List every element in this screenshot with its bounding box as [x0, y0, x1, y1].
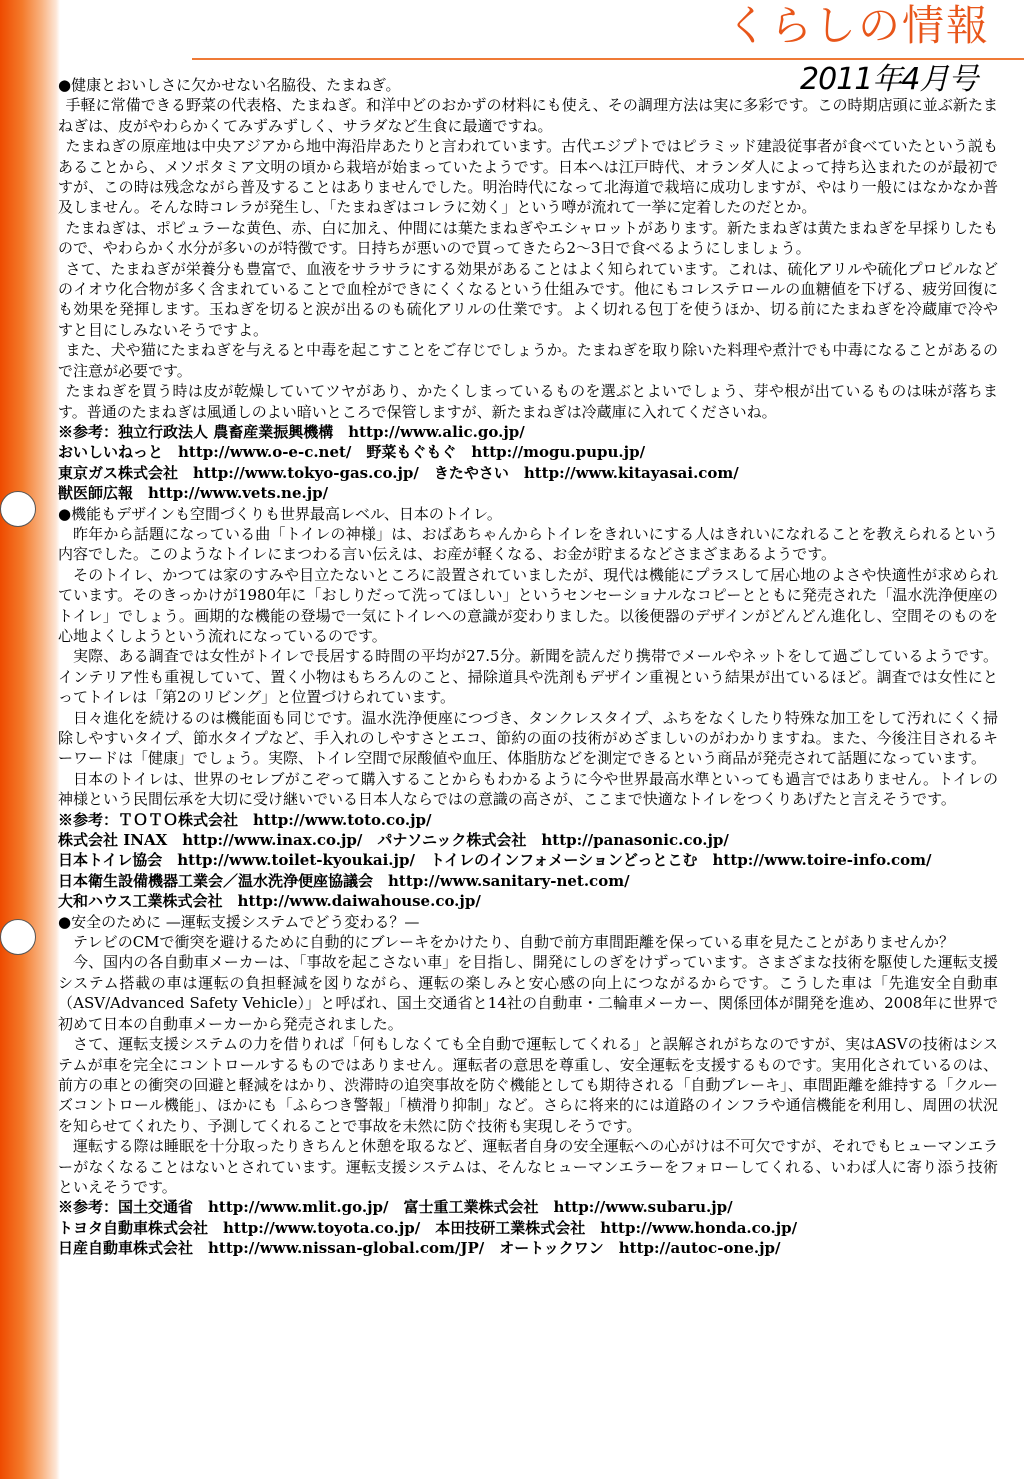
paragraph: たまねぎは、ポピュラーな黄色、赤、白に加え、仲間には葉たまねぎやエシャロットがあります。新たまねぎは黄たまねぎを早採りしたもので、やわらかく水分が多いのが特徴です。日持ちが悪いので買ってきたら2〜3日で食べるようにしましょう。: [58, 218, 998, 258]
section-heading-toilet: ●機能もデザインも空間づくりも世界最高レベル、日本のトイレ。: [58, 504, 502, 523]
page-title: くらしの情報: [725, 1, 990, 50]
reference-line: 株式会社 INAX http://www.inax.co.jp/ パナソニック株式会社 http://panasonic.co.jp/: [58, 831, 729, 850]
binder-hole-top: [0, 491, 36, 527]
paragraph: テレビのCMで衝突を避けるために自動的にブレーキをかけたり、自動で前方車間距離を保っている車を見たことがありませんか？: [73, 933, 954, 952]
paragraph: 日本のトイレは、世界のセレブがこぞって購入することからもわかるように今や世界最高水準といっても過言ではありません。トイレの神様という民間伝承を大切に受け継いでいる日本人ならではの意識の高さが、ここまで快適なトイレをつくりあげたと言えそうです。: [58, 769, 998, 809]
reference-line: 日本トイレ協会 http://www.toilet-kyoukai.jp/ トイレのインフォメーションどっとこむ http://www.toire-info.com/: [58, 851, 932, 870]
header-rule: [192, 58, 1024, 60]
paragraph: 今、国内の各自動車メーカーは、「事故を起こさない車」を目指し、開発にしのぎをけずっています。さまざまな技術を駆使した運転支援システム搭載の車は運転の負担軽減を図りながら、運転の楽しみと安心感の向上につながるからです。こうした車は「先進安全自動車（ASV/Advanced Safety Vehicle）」と呼ばれ、国土交通省と14社の自動車・二輪車メーカー、関係団体が開発を進め、2008年に世界で初めて日本の自動車メーカーから発売されました。: [58, 953, 998, 1033]
paragraph: さて、たまねぎが栄養分も豊富で、血液をサラサラにする効果があることはよく知られています。これは、硫化アリルや硫化プロピルなどのイオウ化合物が多く含まれていることで血栓ができにくくなるという仕組みです。他にもコレステロールの血糖値を下げる、疲労回復にも効果を発揮します。玉ねぎを切ると涙が出るのも硫化アリルの仕業です。よく切れる包丁を使うほか、切る前にたまねぎを冷蔵庫で冷やすと目にしみないそうですよ。: [58, 259, 998, 339]
reference-line: 日産自動車株式会社 http://www.nissan-global.com/JP/ オートックワン http://autoc-one.jp/: [58, 1239, 781, 1258]
paragraph: そのトイレ、かつては家のすみや目立たないところに設置されていましたが、現代は機能にプラスして居心地のよさや快適性が求められています。そのきっかけが1980年に「おしりだって洗ってほしい」というセンセーショナルなコピーとともに発売された「温水洗浄便座のトイレ」でしょう。画期的な機能の登場で一気にトイレへの意識が変わりました。以後便器のデザインがどんどん進化し、空間そのものを心地よくしようという流れになっているのです。: [58, 565, 998, 645]
paragraph: たまねぎの原産地は中央アジアから地中海沿岸あたりと言われています。古代エジプトではピラミッド建設従事者が食べていたという説もあることから、メソポタミア文明の頃から栽培が始まっていたようです。日本へは江戸時代、オランダ人によって持ち込まれたのが最初ですが、この時は残念ながら普及することはありませんでした。明治時代になって北海道で栽培に成功しますが、やはり一般にはなかなか普及しません。そんな時コレラが発生し、「たまねぎはコレラに効く」という噂が流れて一挙に定着したのだとか。: [58, 137, 998, 217]
issue-date: 2011年4月号: [800, 62, 978, 97]
paragraph: 運転する際は睡眠を十分取ったりきちんと休憩を取るなど、運転者自身の安全運転への心がけは不可欠ですが、それでもヒューマンエラーがなくなることはないとされています。運転支援システムは、そんなヒューマンエラーをフォローしてくれる、いわば人に寄り添う技術といえそうです。: [58, 1137, 998, 1196]
section-heading-safety: ●安全のために —運転支援システムでどう変わる？—: [58, 912, 420, 931]
paragraph: 実際、ある調査では女性がトイレで長居する時間の平均が27.5分。新聞を読んだり携帯でメールやネットをして過ごしているようです。インテリア性も重視していて、置く小物はもちろんのこと、掃除道具や洗剤もデザイン重視という結果が出ているほど。調査では女性にとってトイレは「第2のリビング」と位置づけられています。: [58, 647, 998, 707]
reference-line: おいしいねっと http://www.o-e-c.net/ 野菜もぐもぐ http://mogu.pupu.jp/: [58, 443, 646, 462]
paragraph: たまねぎを買う時は皮が乾燥していてツヤがあり、かたくしまっているものを選ぶとよいでしょう、芽や根が出ているものは味が落ちます。普通のたまねぎは風通しのよい暗いところで保管しますが、新たまねぎは冷蔵庫に入れてくださいね。: [58, 382, 998, 421]
section-heading-onion: ●健康とおいしさに欠かせない名脇役、たまねぎ。: [58, 76, 401, 94]
reference-line: 日本衛生設備機器工業会／温水洗浄便座協議会 http://www.sanitary-net.com/: [58, 871, 630, 890]
paragraph: 日々進化を続けるのは機能面も同じです。温水洗浄便座につづき、タンクレスタイプ、ふちをなくしたり特殊な加工をして汚れにくく掃除しやすいタイプ、節水タイプなど、手入れのしやすさとエコ、節約の面の技術がめざましいのがわかりますね。また、今後注目されるキーワードは「健康」でしょう。実際、トイレ空間で尿酸値や血圧、体脂肪などを測定できるという商品が発売されて話題になっています。: [58, 708, 998, 768]
reference-line: ※参考：国土交通省 http://www.mlit.go.jp/ 富士重工業株式会社 http://www.subaru.jp/: [58, 1198, 733, 1217]
paragraph: 手軽に常備できる野菜の代表格、たまねぎ。和洋中どのおかずの材料にも使え、その調理方法は実に多彩です。この時期店頭に並ぶ新たまねぎは、皮がやわらかくてみずみずしく、サラダなど生食に最適ですね。: [58, 96, 998, 135]
article-body: [58, 75, 998, 1259]
paragraph: さて、運転支援システムの力を借りれば「何もしなくても全自動で運転してくれる」と誤解されがちなのですが、実はASVの技術はシステムが車を完全にコントロールするものではありません。運転者の意思を尊重し、安全運転を支援するものです。実用化されているのは、前方の車との衝突の回避と軽減をはかり、渋滞時の追突事故を防ぐ機能としても期待される「自動ブレーキ」、車間距離を維持する「クルーズコントロール機能」、ほかにも「ふらつき警報」「横滑り抑制」など。さらに将来的には道路のインフラや通信機能を利用し、周囲の状況を知らせてくれたり、予測してくれることで事故を未然に防ぐ技術も実現しそうです。: [58, 1035, 998, 1135]
reference-line: 獣医師広報 http://www.vets.ne.jp/: [58, 484, 329, 503]
reference-line: 東京ガス株式会社 http://www.tokyo-gas.co.jp/ きたやさい http://www.kitayasai.com/: [58, 463, 739, 482]
reference-line: 大和ハウス工業株式会社 http://www.daiwahouse.co.jp/: [58, 892, 481, 911]
paragraph: また、犬や猫にたまねぎを与えると中毒を起こすことをご存じでしょうか。たまねぎを取り除いた料理や煮汁でも中毒になることがあるので注意が必要です。: [58, 341, 998, 380]
reference-line: トヨタ自動車株式会社 http://www.toyota.co.jp/ 本田技研工業株式会社 http://www.honda.co.jp/: [58, 1218, 798, 1237]
paragraph: 昨年から話題になっている曲「トイレの神様」は、おばあちゃんからトイレをきれいにする人はきれいになれることを教えられるという内容でした。このようなトイレにまつわる言い伝えは、お産が軽くなる、お金が貯まるなどさまざまあるようです。: [58, 524, 998, 564]
left-gradient-band: [0, 0, 60, 1479]
binder-hole-bottom: [0, 919, 36, 955]
reference-line: ※参考：ＴＯＴＯ株式会社 http://www.toto.co.jp/: [58, 810, 432, 829]
reference-line: ※参考：独立行政法人 農畜産業振興機構 http://www.alic.go.jp/: [58, 422, 525, 441]
